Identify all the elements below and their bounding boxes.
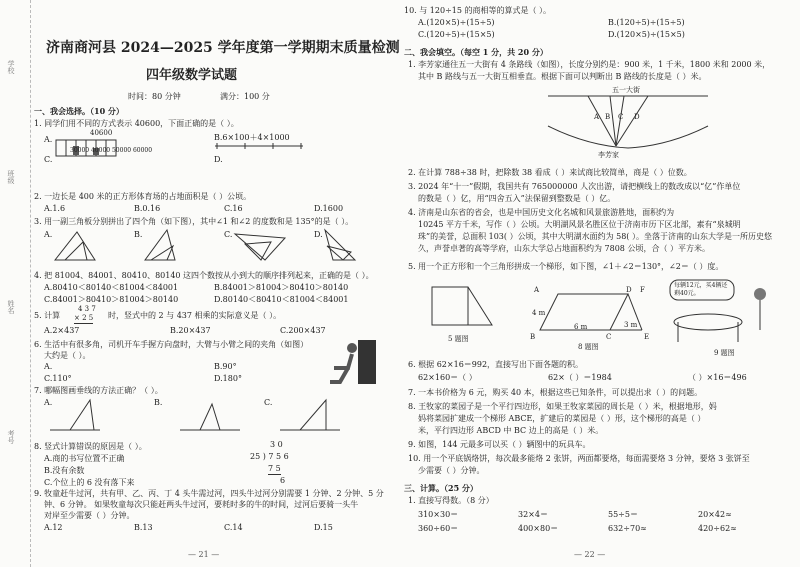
q1-option-a: A. — [44, 135, 53, 144]
fig8-point-b: B — [530, 333, 536, 341]
fig8-label: 8 题图 — [578, 343, 599, 351]
q1-numberline-ticks: 30000 40000 50000 60000 — [70, 147, 153, 154]
q10-text: 10. 与 120÷15 的商相等的算式是（ ）。 — [404, 6, 552, 15]
fig5-trapezoid — [428, 285, 498, 330]
section-1-heading: 一、我会选择。（10 分） — [34, 106, 124, 116]
fig1-home-label: 李芳家 — [598, 151, 619, 159]
exam-subtitle: 四年级数学试题 — [146, 68, 238, 83]
gutter-id: 考号 — [7, 430, 15, 444]
gutter-class: 班级 — [7, 170, 15, 184]
exam-title: 济南商河县 2024—2025 学年度第一学期期末质量检测 — [46, 40, 400, 56]
fill10-line-1: 10. 用一个平底锅烙饼，每次最多能烙 2 张饼，两面都要烙，每面需要烙 3 分钟，要烙 3 张饼至 — [408, 454, 750, 463]
fig1-route-c: C — [618, 113, 624, 121]
fig8-dim-ext: 3 m — [624, 321, 638, 329]
triangle-rulers-figure — [55, 228, 355, 264]
fill3-line-1: 3. 2024 年“十一”假期，我国共有 765000000 人次出游，请把横线上的数改成以“亿”作单位 — [408, 182, 741, 191]
fig5-label: 5 题图 — [448, 335, 469, 343]
perpendicular-figure — [50, 398, 350, 434]
q5-option-c: C.200×437 — [280, 326, 326, 335]
calc-r2-c2: 400×80＝ — [518, 524, 559, 533]
driver-figure — [330, 338, 380, 388]
exam-score: 满分：100 分 — [220, 92, 270, 101]
fig9-speech-bubble: 每辆12元，买4辆还剩40元。 — [674, 282, 728, 297]
fig1-street-label: 五一大街 — [612, 86, 640, 94]
q4-text: 4. 把 81004、84001、80410、80140 这四个数按从小到大的顺序排列起来，正确的是（ ）。 — [34, 271, 374, 280]
page-number-right: — 22 — — [574, 550, 606, 559]
q3-option-d: D. — [314, 230, 323, 239]
q10-option-a: A.(120×5)÷(15÷5) — [418, 18, 495, 27]
q6-text: 6. 生活中有很多角，司机开车手握方向盘时，大臂与小臂之间的夹角（如图） — [34, 340, 309, 349]
q8-option-b: B.没有余数 — [44, 466, 85, 475]
fig8-dim-base: 6 m — [574, 323, 588, 331]
page-number-left: — 21 — — [188, 550, 220, 559]
q9-line-2: 钟、6 分钟。 如果牧童每次只能赶两头牛过河，要耗时多的牛的时间，过河后要骑一头牛 — [44, 500, 359, 509]
q1-option-d: D. — [214, 155, 223, 164]
gutter-school: 学校 — [7, 60, 15, 74]
fill4-line-2: 10245 平方千米，写作（ ）公顷。大明湖风景名胜区位于济南市历下区北部，素有“泉城明 — [418, 220, 741, 229]
fill8-line-2: 妈将菜园扩建成一个梯形 ABCE，扩建后的菜园是（ ）形，这个梯形的高是（ ） — [418, 414, 706, 423]
fill6-text: 6. 根据 62×16＝992，直接写出下面各题的积。 — [408, 360, 584, 369]
fill6-item-3: （ ）×16＝496 — [688, 373, 747, 382]
fill7-text: 7. 一本书价格为 6 元，购买 40 本，根据这些已知条件，可以提出求（ ）的问题。 — [408, 388, 703, 397]
calc-r1-c4: 20×42≈ — [698, 510, 732, 519]
q6-option-d: D.180° — [214, 374, 242, 383]
fill4-line-3: 珠”的美誉，总面积 103( ）公顷，其中大明湖水面约为 58( ）。坐落于济南的山东大学是一所历史悠 — [418, 232, 772, 241]
q1-option-b: B.6×100＋4×1000 — [214, 133, 290, 142]
fill3-line-2: 的数是（ ）亿，用“四舍五入”法保留到整数是（ ）亿。 — [418, 194, 616, 203]
fig8-point-d: D — [626, 286, 632, 294]
fill6-item-1: 62×160＝（ ） — [418, 373, 477, 382]
q8-div-product: 7 5 — [268, 464, 281, 473]
fig1-route-d: D — [634, 113, 640, 121]
q9-line-1: 9. 牧童赶牛过河，共有甲、乙、丙、丁 4 头牛需过河，四头牛过河分别需要 1 分钟、2 分钟、5 分 — [34, 489, 384, 498]
q5-calc-bottom: × 2 5 — [74, 314, 94, 322]
fill4-line-1: 4. 济南是山东省的省会，也是中国历史文化名城和风景旅游胜地，面积约为 — [408, 208, 675, 217]
q7-option-a: A. — [44, 398, 53, 407]
calc-1-heading: 1. 直接写得数。（8 分） — [408, 496, 494, 505]
fill8-line-3: 米，平行四边形 ABCD 中 BC 边上的高是（ ）米。 — [418, 426, 604, 435]
calc-r2-c1: 360÷60＝ — [418, 524, 459, 533]
calc-r1-c3: 55÷5＝ — [608, 510, 638, 519]
q10-option-c: C.(120÷5)÷(15×5) — [418, 30, 495, 39]
q9-option-d: D.15 — [314, 523, 333, 532]
q3-text: 3. 用一副三角板分别拼出了四个角（如下图），其中∠1 和∠2 的度数和是 135°的是（ ）。 — [34, 217, 354, 226]
q9-option-b: B.13 — [134, 523, 153, 532]
routes-figure — [548, 86, 708, 156]
q4-option-c: C.84001＞80410＞81004＞80140 — [44, 295, 179, 304]
fig8-point-c: C — [606, 333, 612, 341]
q9-line-3: 对岸至少需要（ ）分钟。 — [44, 511, 135, 520]
q5-option-a: A.2×437 — [44, 326, 80, 335]
fill4-line-4: 久，声誉卓著的高等学府，山东大学总占地面积约为 7808 公顷，合（ ）平方米。 — [418, 244, 710, 253]
exam-time: 时间：80 分钟 — [128, 92, 181, 101]
fig9-label: 9 题图 — [714, 349, 735, 357]
q1-option-c: C. — [44, 155, 53, 164]
q6-text-tail: 大约是（ ）。 — [44, 351, 91, 360]
q5-calc-top: 4 3 7 — [78, 305, 96, 313]
q8-div-quotient: 3 0 — [270, 440, 283, 449]
q2-option-b: B.0.16 — [134, 204, 161, 213]
fill1-line-2: 其中 B 路线与五一大街互相垂直。根据下面可以判断出 B 路线的长度是（ ）米。 — [418, 72, 707, 81]
fig8-point-f: F — [640, 286, 645, 294]
fig1-route-a: A — [594, 113, 600, 121]
calc-r1-c2: 32×4＝ — [518, 510, 548, 519]
q6-option-b: B.90° — [214, 362, 237, 371]
q8-text: 8. 竖式计算错误的原因是（ ）。 — [34, 442, 147, 451]
q4-option-d: D.80140＜80410＜81004＜84001 — [214, 295, 349, 304]
fill8-line-1: 8. 王牧家的菜园子是一个平行四边形，如果王牧家菜园的周长是（ ）米，根据地形，妈 — [408, 402, 717, 411]
right-page — [398, 0, 800, 567]
q5-text-tail: 时，竖式中的 2 与 437 相乘的实际意义是（ ）。 — [108, 311, 282, 320]
gutter-name: 姓名 — [7, 300, 15, 314]
fill1-line-1: 1. 李芳家通往五一大街有 4 条路线（如图），长度分别约是：900 米，1 千米，1800 米和 2000 米， — [408, 60, 771, 69]
fig8-point-e: E — [644, 333, 650, 341]
q8-option-a: A.商的书写位置不正确 — [44, 454, 125, 463]
fill5-text: 5. 用一个正方形和一个三角形拼成一个梯形，如下图，∠1＋∠2＝130°，∠2＝（ ）度。 — [408, 262, 724, 271]
q4-option-a: A.80410＜80140＜81004＜84001 — [44, 283, 179, 292]
q7-option-b: B. — [154, 398, 163, 407]
fill2-text: 2. 在计算 788÷38 时，把除数 38 看成（ ）来试商比较简单，商是（ ）位数。 — [408, 168, 692, 177]
fill6-item-2: 62×（ ）＝1984 — [548, 373, 612, 382]
q2-option-c: C.16 — [224, 204, 243, 213]
q9-option-c: C.14 — [224, 523, 243, 532]
q3-option-a: A. — [44, 230, 53, 239]
fill10-line-2: 少需要（ ）分钟。 — [418, 466, 485, 475]
q8-div-dividend: 25 ) 7 5 6 — [250, 452, 289, 461]
calc-r1-c1: 310×30＝ — [418, 510, 459, 519]
q6-option-a: A. — [44, 362, 53, 371]
q5-option-b: B.20×437 — [170, 326, 211, 335]
calc-r2-c4: 420÷62≈ — [698, 524, 737, 533]
q2-option-a: A.1.6 — [44, 204, 66, 213]
q6-option-c: C.110° — [44, 374, 72, 383]
q1-numberline-value: 40600 — [90, 129, 113, 137]
calc-r2-c3: 632÷70≈ — [608, 524, 647, 533]
q2-option-d: D.1600 — [314, 204, 344, 213]
q1-text: 1. 同学们用不同的方式表示 40600，下面正确的是（ ）。 — [34, 119, 239, 128]
q4-option-b: B.84001＞81004＞80410＞80140 — [214, 283, 349, 292]
q10-option-d: D.(120×5)÷(15×5) — [608, 30, 685, 39]
q7-option-c: C. — [264, 398, 273, 407]
q3-option-b: B. — [134, 230, 143, 239]
section-2-heading: 二、我会填空。（每空 1 分，共 20 分） — [404, 47, 548, 57]
q3-option-c: C. — [224, 230, 233, 239]
fill9-text: 9. 如图，144 元最多可以买（ ）辆图中的玩具车。 — [408, 440, 591, 449]
q9-option-a: A.12 — [44, 523, 63, 532]
left-page — [0, 0, 398, 567]
fig8-dim-height: 4 m — [532, 309, 546, 317]
q10-option-b: B.(120÷5)÷(15÷5) — [608, 18, 685, 27]
q8-div-remainder: 6 — [280, 476, 286, 485]
q5-text: 5. 计算 — [34, 311, 61, 320]
section-3-heading: 三、计算。（25 分） — [404, 483, 478, 493]
binding-gutter — [0, 0, 31, 567]
fig8-point-a: A — [534, 286, 540, 294]
q7-text: 7. 哪幅图画垂线的方法正确？（ ）。 — [34, 386, 163, 395]
q2-text: 2. 一边长是 400 米的正方形体育场的占地面积是（ ）公顷。 — [34, 192, 252, 201]
fig1-route-b: B — [605, 113, 611, 121]
q8-option-c: C.个位上的 6 没有落下来 — [44, 478, 135, 487]
